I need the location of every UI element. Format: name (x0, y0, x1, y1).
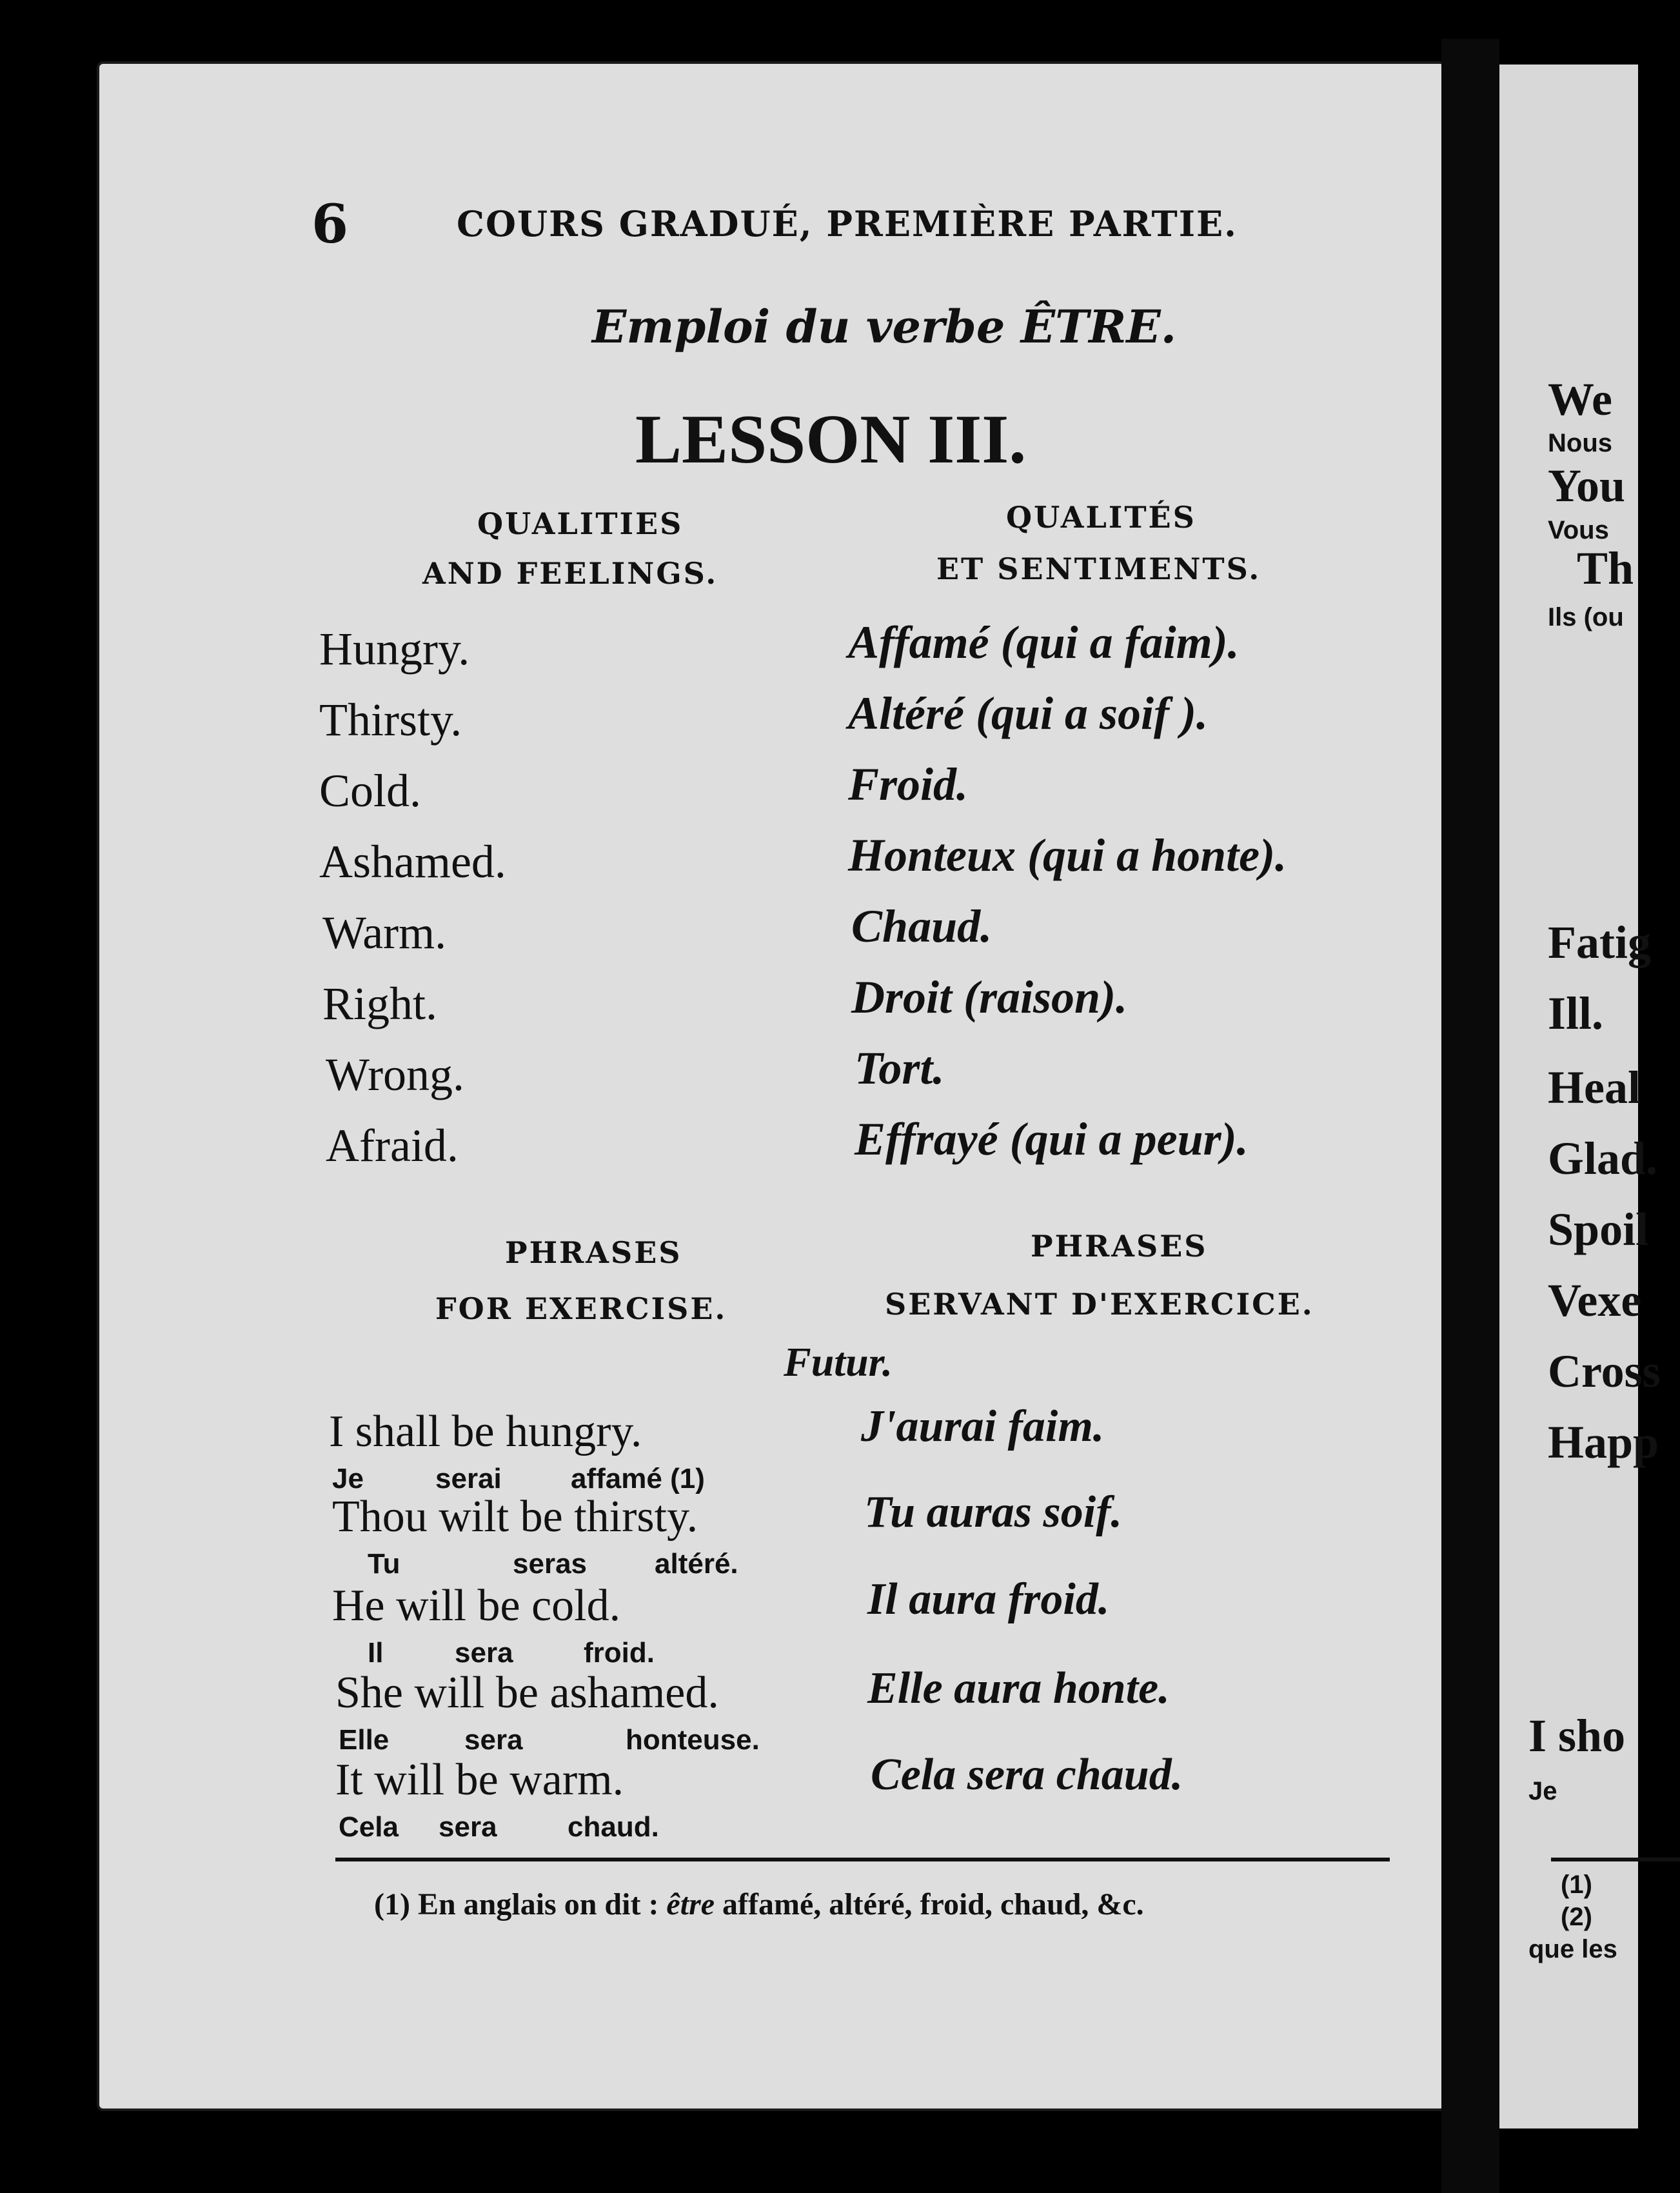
facing-line: Nous (1548, 429, 1612, 457)
vocab-french: Froid. (848, 759, 969, 810)
phrase-english: He will be cold. (332, 1581, 621, 1631)
phrase-french: Il aura froid. (867, 1574, 1110, 1624)
phrase-gloss: froid. (584, 1637, 655, 1669)
vocab-french: Honteux (qui a honte). (848, 829, 1287, 881)
facing-line: Glad. (1548, 1133, 1658, 1184)
facing-line: Vexe (1548, 1275, 1642, 1326)
book-gutter (1441, 39, 1499, 2193)
phrase-french: J'aurai faim. (861, 1402, 1105, 1451)
phrases-heading-fr: PHRASES (1031, 1229, 1208, 1264)
facing-line: Ils (ou (1548, 603, 1624, 631)
page-number: 6 (311, 194, 349, 255)
facing-line: Cross (1548, 1345, 1661, 1397)
phrase-english: She will be ashamed. (335, 1668, 719, 1718)
facing-page (1499, 64, 1661, 2128)
phrase-gloss: Je (332, 1463, 364, 1494)
phrase-gloss: sera (464, 1724, 523, 1756)
tense-label: Futur. (784, 1339, 893, 1385)
phrase-french: Cela sera chaud. (871, 1750, 1183, 1800)
phrase-gloss: altéré. (655, 1548, 738, 1580)
footnote-marker: (1) (374, 1887, 410, 1921)
facing-line: Heal (1548, 1062, 1641, 1113)
facing-rule (1551, 1858, 1680, 1861)
vocab-english: Warm. (322, 907, 447, 958)
vocab-french: Droit (raison). (851, 971, 1128, 1023)
phrase-gloss: serai (435, 1463, 502, 1494)
phrase-gloss: chaud. (568, 1811, 659, 1843)
facing-line: que les (1528, 1935, 1617, 1963)
vocab-french: Effrayé (qui a peur). (855, 1113, 1249, 1165)
facing-line: Fatig (1548, 917, 1651, 968)
phrase-gloss: Cela (339, 1811, 399, 1843)
phrase-gloss: Elle (339, 1724, 390, 1756)
footnote-lead: En anglais on dit : (417, 1887, 659, 1921)
facing-line: Vous (1548, 516, 1609, 544)
vocab-french: Altéré (qui a soif ). (848, 688, 1208, 739)
phrase-english: I shall be hungry. (329, 1407, 642, 1456)
facing-line: We (1548, 373, 1612, 425)
phrase-english: It will be warm. (335, 1755, 624, 1805)
vocab-heading-en: QUALITIES (477, 506, 684, 541)
footnote-rule (335, 1858, 1390, 1861)
vocab-english: Ashamed. (319, 836, 506, 888)
phrase-gloss: sera (439, 1811, 497, 1843)
phrases-heading-en: PHRASES (505, 1235, 682, 1270)
lesson-title: LESSON III. (635, 401, 1027, 478)
phrase-gloss: seras (513, 1548, 588, 1580)
facing-line: You (1548, 460, 1626, 511)
vocab-english: Thirsty. (319, 694, 462, 746)
phrase-gloss: Tu (368, 1548, 400, 1580)
vocab-heading-fr: ET SENTIMENTS. (936, 551, 1261, 586)
facing-line: Ill. (1548, 987, 1604, 1039)
footnote (374, 1887, 1144, 1922)
phrases-heading-fr: SERVANT D'EXERCICE. (885, 1287, 1314, 1322)
vocab-french: Tort. (855, 1042, 945, 1094)
facing-line: Spoil (1548, 1204, 1649, 1255)
facing-line: Happ (1548, 1416, 1659, 1468)
phrase-gloss: sera (455, 1637, 513, 1669)
footnote-rest: affamé, altéré, froid, chaud, &c. (722, 1887, 1144, 1921)
facing-line: (1) (1561, 1870, 1592, 1899)
running-title: COURS GRADUÉ, PREMIÈRE PARTIE. (457, 203, 1238, 244)
facing-line: Th (1577, 542, 1634, 594)
phrase-english: Thou wilt be thirsty. (332, 1492, 698, 1542)
phrase-french: Elle aura honte. (867, 1663, 1170, 1713)
facing-line: Je (1528, 1777, 1557, 1805)
phrase-gloss: Il (368, 1637, 384, 1669)
section-title: Emploi du verbe ÊTRE. (592, 300, 1177, 353)
phrase-gloss: honteuse. (626, 1724, 760, 1756)
vocab-english: Cold. (319, 765, 422, 817)
footnote-italic: être (666, 1887, 715, 1921)
facing-line: (2) (1561, 1903, 1592, 1931)
vocab-french: Chaud. (851, 900, 993, 952)
facing-line: I sho (1528, 1710, 1626, 1761)
phrases-heading-en: FOR EXERCISE. (435, 1291, 727, 1326)
vocab-english: Afraid. (326, 1120, 459, 1171)
vocab-english: Right. (322, 978, 438, 1029)
vocab-french: Affamé (qui a faim). (848, 617, 1240, 668)
vocab-english: Wrong. (326, 1049, 465, 1100)
vocab-heading-en: AND FEELINGS. (422, 556, 718, 591)
phrase-french: Tu auras soif. (864, 1487, 1123, 1537)
book-page (97, 61, 1447, 2111)
vocab-english: Hungry. (319, 623, 470, 675)
phrase-gloss: affamé (1) (571, 1463, 705, 1494)
vocab-heading-fr: QUALITÉS (1006, 500, 1196, 535)
